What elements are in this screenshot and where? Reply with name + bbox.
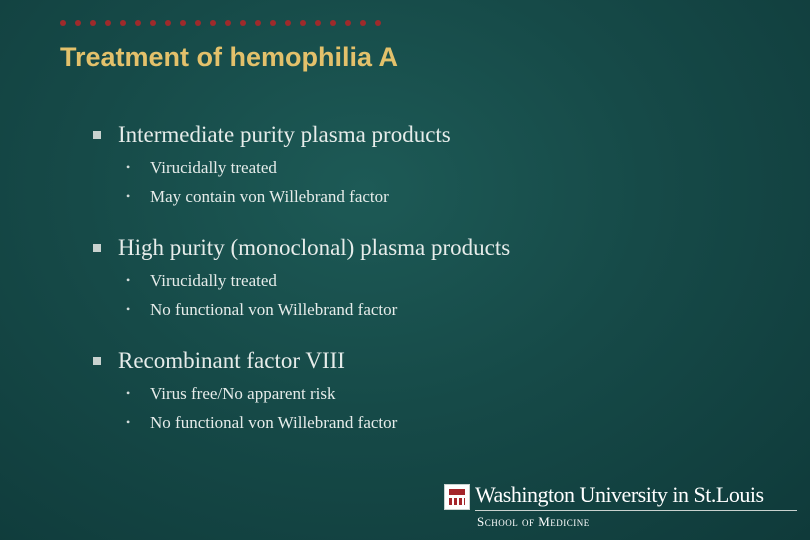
slide-title: Treatment of hemophilia A — [60, 42, 399, 72]
decor-dot — [285, 20, 291, 26]
bullet-item — [93, 231, 783, 324]
decor-dot — [315, 20, 321, 26]
bullet-item-label: High purity (monoclonal) plasma products — [118, 235, 511, 260]
bullet-item — [93, 118, 783, 211]
sub-bullet-list — [93, 266, 783, 324]
sub-bullet-label: Virus free/No apparent risk — [150, 383, 336, 403]
bullet-item-label: Recombinant factor VIII — [118, 348, 345, 373]
dot-bullet-icon: • — [126, 415, 131, 429]
dot-bullet-icon: • — [126, 302, 131, 316]
sub-bullet-item — [126, 408, 783, 437]
dot-bullet-icon: • — [126, 273, 131, 287]
dot-bullet-icon: • — [126, 160, 131, 174]
decor-dot — [105, 20, 111, 26]
decor-dot — [360, 20, 366, 26]
sub-bullet-label: No functional von Willebrand factor — [150, 412, 398, 432]
sub-bullet-item — [126, 153, 783, 182]
decor-dot — [255, 20, 261, 26]
decor-dot — [90, 20, 96, 26]
bullet-item-label: Intermediate purity plasma products — [118, 122, 451, 147]
decor-dot — [195, 20, 201, 26]
decor-dot — [120, 20, 126, 26]
bullet-item — [93, 344, 783, 437]
decor-dot — [330, 20, 336, 26]
dot-bullet-icon: • — [126, 189, 131, 203]
decor-dot — [240, 20, 246, 26]
sub-bullet-label: Virucidally treated — [150, 157, 277, 177]
decorative-dot-row — [60, 20, 381, 26]
sub-bullet-list — [93, 379, 783, 437]
dot-bullet-icon: • — [126, 386, 131, 400]
university-logo — [444, 484, 800, 530]
sub-bullet-item — [126, 182, 783, 211]
sub-bullet-label: No functional von Willebrand factor — [150, 299, 398, 319]
logo-divider — [475, 510, 797, 511]
logo-university-name: Washington University in St.Louis — [475, 482, 764, 507]
decor-dot — [75, 20, 81, 26]
sub-bullet-item — [126, 295, 783, 324]
decor-dot — [150, 20, 156, 26]
decor-dot — [210, 20, 216, 26]
decor-dot — [270, 20, 276, 26]
bullet-list — [93, 118, 783, 457]
university-shield-icon — [444, 484, 470, 510]
square-bullet-icon — [93, 357, 101, 365]
sub-bullet-label: May contain von Willebrand factor — [150, 186, 389, 206]
decor-dot — [375, 20, 381, 26]
sub-bullet-item — [126, 266, 783, 295]
decor-dot — [60, 20, 66, 26]
decor-dot — [300, 20, 306, 26]
decor-dot — [345, 20, 351, 26]
sub-bullet-label: Virucidally treated — [150, 270, 277, 290]
sub-bullet-list — [93, 153, 783, 211]
logo-school-name: School of Medicine — [477, 514, 590, 529]
square-bullet-icon — [93, 131, 101, 139]
decor-dot — [165, 20, 171, 26]
decor-dot — [225, 20, 231, 26]
decor-dot — [135, 20, 141, 26]
square-bullet-icon — [93, 244, 101, 252]
sub-bullet-item — [126, 379, 783, 408]
decor-dot — [180, 20, 186, 26]
